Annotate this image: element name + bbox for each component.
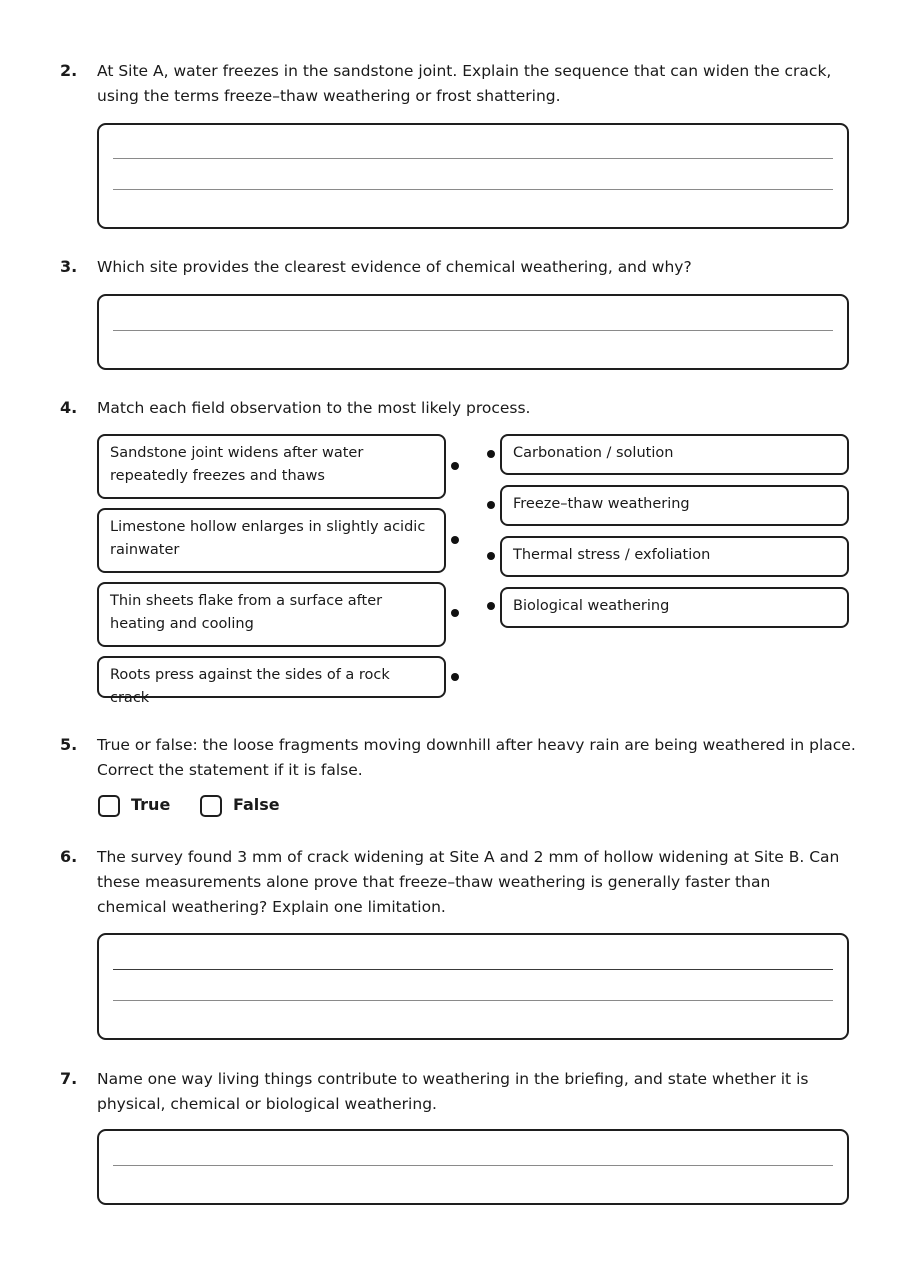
question-number: 5.	[60, 735, 78, 754]
answer-line	[113, 330, 833, 331]
true-checkbox[interactable]	[98, 795, 120, 817]
match-point[interactable]	[451, 536, 459, 544]
question-text: At Site A, water freezes in the sandstone joint. Explain the sequence that can widen the crack, using the terms freeze–thaw weathering or frost shattering.	[97, 62, 832, 105]
match-point[interactable]	[487, 602, 495, 610]
process-card[interactable]: Freeze–thaw weathering	[500, 485, 849, 526]
match-point[interactable]	[487, 501, 495, 509]
question-text: Which site provides the clearest evidence of chemical weathering, and why?	[97, 258, 692, 276]
match-point[interactable]	[451, 609, 459, 617]
answer-line	[113, 1165, 833, 1166]
question-number: 2.	[60, 61, 78, 80]
answer-line	[113, 969, 833, 970]
answer-line	[113, 1000, 833, 1001]
observation-card[interactable]: Roots press against the sides of a rock crack	[97, 656, 446, 698]
question-number: 3.	[60, 257, 78, 276]
observation-card[interactable]: Thin sheets flake from a surface after heating and cooling	[97, 582, 446, 647]
match-point[interactable]	[487, 552, 495, 560]
question-number: 4.	[60, 398, 78, 417]
answer-box[interactable]	[97, 933, 849, 1040]
answer-box[interactable]	[97, 294, 849, 370]
process-card[interactable]: Thermal stress / exfoliation	[500, 536, 849, 577]
process-card[interactable]: Carbonation / solution	[500, 434, 849, 475]
question-text: True or false: the loose fragments moving downhill after heavy rain are being weathered in place. Correct the statement if it is false.	[97, 736, 856, 779]
question-text: Match each field observation to the most likely process.	[97, 399, 531, 417]
question-number: 7.	[60, 1069, 78, 1088]
true-label: True	[131, 795, 171, 814]
observation-card[interactable]: Limestone hollow enlarges in slightly acidic rainwater	[97, 508, 446, 573]
match-point[interactable]	[451, 673, 459, 681]
match-point[interactable]	[487, 450, 495, 458]
observation-card[interactable]: Sandstone joint widens after water repeatedly freezes and thaws	[97, 434, 446, 499]
false-label: False	[233, 795, 280, 814]
question-number: 6.	[60, 847, 78, 866]
question-text: Name one way living things contribute to weathering in the briefing, and state whether it is physical, chemical or biological weathering.	[97, 1070, 809, 1113]
answer-line	[113, 158, 833, 159]
question-text: The survey found 3 mm of crack widening at Site A and 2 mm of hollow widening at Site B. Can these measurements alone prove that freeze–thaw weathering is generally faster than chemical weathering? Explain one limitation.	[97, 848, 840, 916]
answer-box[interactable]	[97, 123, 849, 229]
false-checkbox[interactable]	[200, 795, 222, 817]
answer-line	[113, 189, 833, 190]
match-point[interactable]	[451, 462, 459, 470]
answer-box[interactable]	[97, 1129, 849, 1205]
process-card[interactable]: Biological weathering	[500, 587, 849, 628]
